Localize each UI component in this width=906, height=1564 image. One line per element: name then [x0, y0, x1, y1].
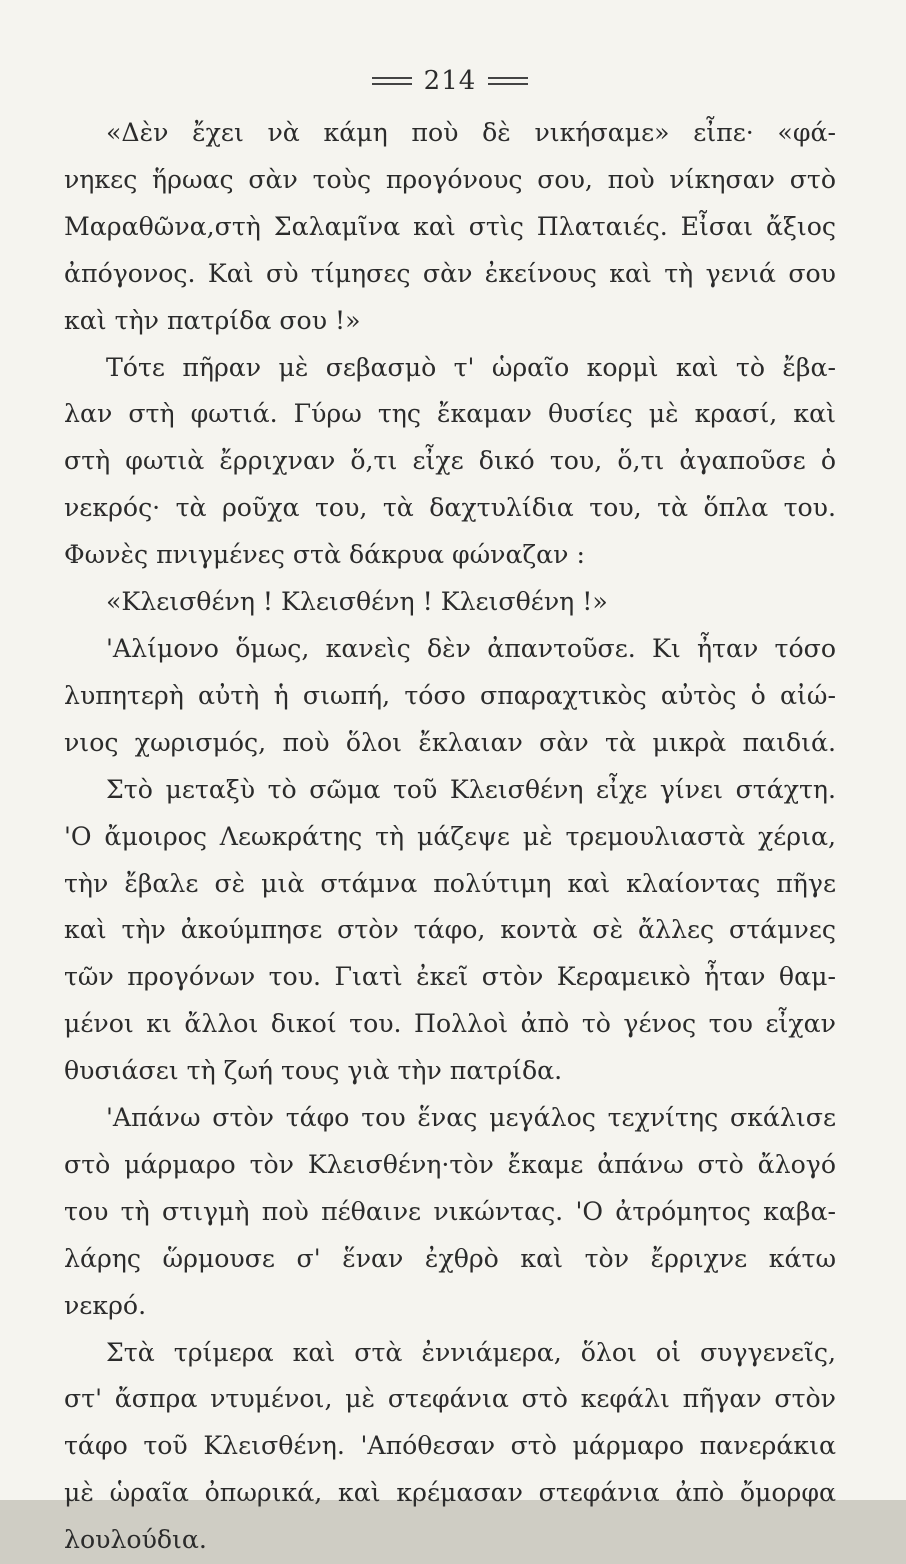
page-number: 214 — [423, 66, 477, 96]
text-line: καὶ τὴν ἀκούμπησε στὸν τάφο, κοντὰ σὲ ἄλλες στάμνες — [64, 915, 836, 945]
text-line: λουλούδια. — [64, 1525, 207, 1555]
right-ornament-dash — [488, 77, 528, 85]
text-line: «Δὲν ἔχει νὰ κάμη ποὺ δὲ νικήσαμε» εἶπε· «φά- — [106, 118, 836, 147]
left-ornament-dash — [372, 77, 412, 85]
page-header — [64, 52, 836, 110]
text-line: του τὴ στιγμὴ ποὺ πέθαινε νικώντας. 'Ο ἀτρόμητος καβα- — [64, 1196, 836, 1226]
text-line: νηκες ἥρωας σὰν τοὺς προγόνους σου, ποὺ νίκησαν στὸ — [64, 164, 836, 194]
text-line: λάρης ὥρμουσε σ' ἕναν ἐχθρὸ καὶ τὸν ἔρριχνε κάτω — [64, 1243, 836, 1273]
text-line: νεκρό. — [64, 1290, 147, 1320]
text-line: Μαραθῶνα,στὴ Σαλαμῖνα καὶ στὶς Πλαταιές. Εἶσαι ἄξιος — [64, 211, 836, 241]
text-line: μὲ ὡραῖα ὀπωρικά, καὶ κρέμασαν στεφάνια ἀπὸ ὄμορφα — [64, 1478, 836, 1508]
text-line: Τότε πῆραν μὲ σεβασμὸ τ' ὡραῖο κορμὶ καὶ τὸ ἔβα- — [106, 352, 836, 382]
text-line: τὴν ἔβαλε σὲ μιὰ στάμνα πολύτιμη καὶ κλαίοντας πῆγε — [64, 868, 836, 898]
text-line: 'Ο ἄμοιρος Λεωκράτης τὴ μάζεψε μὲ τρεμουλιαστὰ χέρια, — [64, 821, 836, 851]
text-line: στ' ἄσπρα ντυμένοι, μὲ στεφάνια στὸ κεφάλι πῆγαν στὸν — [64, 1384, 836, 1414]
text-line: «Κλεισθένη ! Κλεισθένη ! Κλεισθένη !» — [106, 587, 608, 617]
text-line: στὴ φωτιὰ ἔρριχναν ὅ,τι εἶχε δικό του, ὅ,τι ἀγαποῦσε ὁ — [64, 446, 836, 476]
text-line: μένοι κι ἄλλοι δικοί του. Πολλοὶ ἀπὸ τὸ γένος του εἶχαν — [64, 1009, 836, 1039]
text-line: καὶ τὴν πατρίδα σου !» — [64, 305, 361, 335]
text-line: Στὰ τρίμερα καὶ στὰ ἐννιάμερα, ὅλοι οἱ συγγενεῖς, — [106, 1337, 836, 1367]
text-line: Στὸ μεταξὺ τὸ σῶμα τοῦ Κλεισθένη εἶχε γίνει στάχτη. — [106, 774, 836, 804]
text-line: ἀπόγονος. Καὶ σὺ τίμησες σὰν ἐκείνους καὶ τὴ γενιά σου — [64, 258, 836, 288]
text-line: λαν στὴ φωτιά. Γύρω της ἔκαμαν θυσίες μὲ κρασί, καὶ — [64, 399, 836, 429]
text-line: 'Απάνω στὸν τάφο του ἕνας μεγάλος τεχνίτης σκάλισε — [106, 1103, 836, 1133]
text-line: θυσιάσει τὴ ζωή τους γιὰ τὴν πατρίδα. — [64, 1056, 563, 1086]
text-line: λυπητερὴ αὐτὴ ἡ σιωπή, τόσο σπαραχτικὸς αὐτὸς ὁ αἰώ- — [64, 680, 836, 710]
body-text — [64, 110, 836, 1564]
text-line: στὸ μάρμαρο τὸν Κλεισθένη·τὸν ἔκαμε ἀπάνω στὸ ἄλογό — [64, 1149, 836, 1179]
text-line: 'Αλίμονο ὅμως, κανεὶς δὲν ἀπαντοῦσε. Κι ἦταν τόσο — [106, 633, 836, 663]
text-line: τῶν προγόνων του. Γιατὶ ἐκεῖ στὸν Κεραμεικὸ ἦταν θαμ- — [64, 962, 836, 992]
text-line: νιος χωρισμός, ποὺ ὅλοι ἔκλαιαν σὰν τὰ μικρὰ παιδιά. — [64, 727, 836, 757]
text-line: νεκρός· τὰ ροῦχα του, τὰ δαχτυλίδια του, τὰ ὅπλα του. — [64, 493, 836, 523]
text-line: τάφο τοῦ Κλεισθένη. 'Απόθεσαν στὸ μάρμαρο πανεράκια — [64, 1431, 836, 1461]
text-line: Φωνὲς πνιγμένες στὰ δάκρυα φώναζαν : — [64, 540, 585, 570]
